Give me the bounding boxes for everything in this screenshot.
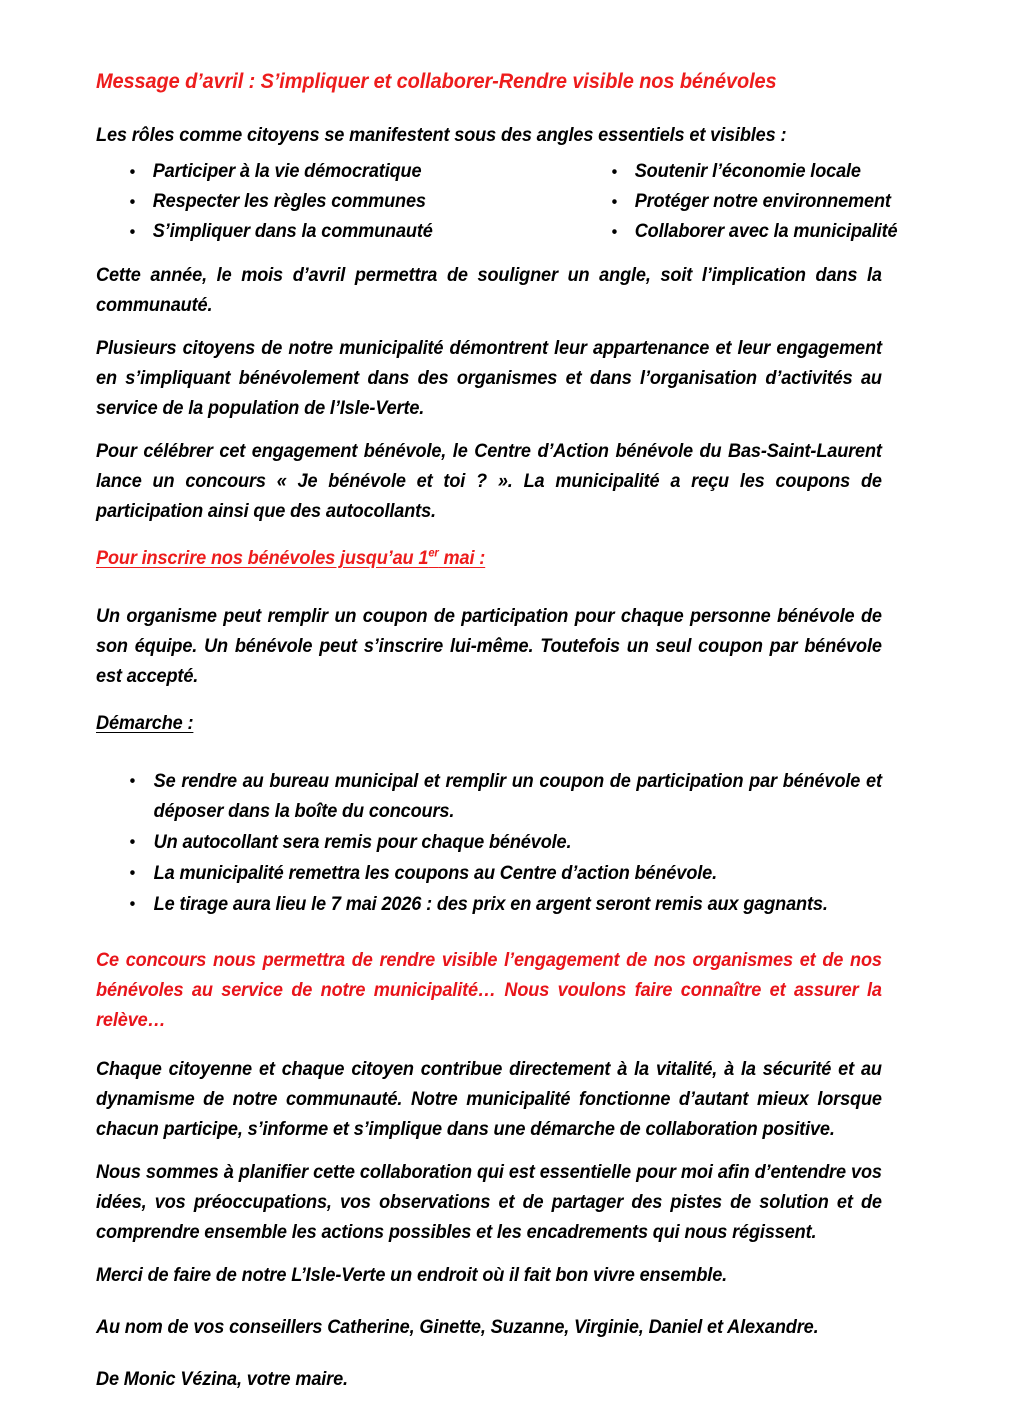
list-item — [96, 827, 882, 857]
list-item-label: • La municipalité remettra les coupons au Centre d’action bénévole. — [153, 862, 718, 884]
closing-signature: De Monic Vézina, votre maire. — [96, 1368, 348, 1390]
list-item-label: Protéger notre environnement — [634, 190, 891, 212]
document-body — [96, 68, 941, 1416]
paragraph-plusieurs-citoyens: Plusieurs citoyens de notre municipalité démontrent leur appartenance et leur engagement en s’impliquant bénévolement dans des organismes et dans l’organisation d’activités au service de la population de l’Isle-Verte. — [96, 337, 882, 419]
bullet-icon: • — [611, 162, 617, 181]
list-item-label: Respecter les règles communes — [152, 190, 426, 212]
list-item — [578, 186, 916, 216]
heading-demarche: Démarche : — [96, 712, 194, 734]
heading-inscrire-superscript: er — [428, 545, 439, 560]
heading-inscrire-suffix: mai : — [438, 547, 486, 569]
paragraph-pour-celebrer: Pour célébrer cet engagement bénévole, le Centre d’Action bénévole du Bas-Saint-Laurent lance un concours « Je bénévole et toi ? ». La municipalité a reçu les coupons de participation ainsi que des autocollants. — [96, 440, 882, 522]
bullet-icon: • — [129, 162, 135, 181]
bullet-icon: • — [129, 222, 135, 241]
bullet-icon: • — [129, 192, 135, 211]
paragraph-red-emphasis: Ce concours nous permettra de rendre visible l’engagement de nos organismes et de nos bénévoles au service de notre municipalité… Nous voulons faire connaître et assurer la relève… — [96, 949, 882, 1031]
paragraph-un-organisme: Un organisme peut remplir un coupon de participation pour chaque personne bénévole de son équipe. Un bénévole peut s’inscrire lui-même. Toutefois un seul coupon par bénévole est accepté. — [96, 605, 882, 687]
list-item-label: • Un autocollant sera remis pour chaque bénévole. — [153, 831, 572, 853]
list-item-label: Soutenir l’économie locale — [634, 160, 861, 182]
list-item-label: • Le tirage aura lieu le 7 mai 2026 : des prix en argent seront remis aux gagnants. — [153, 893, 828, 915]
list-item-label: Participer à la vie démocratique — [152, 160, 422, 182]
list-item-label: Collaborer avec la municipalité — [634, 220, 898, 242]
paragraph-nous-sommes: Nous sommes à planifier cette collaboration qui est essentielle pour moi afin d’entendre vos idées, vos préoccupations, vos observations et de partager des pistes de solution et de comprendre ensemble les actions possibles et les encadrements qui nous régissent. — [96, 1161, 882, 1243]
list-item-label: • Se rendre au bureau municipal et remplir un coupon de participation par bénévole et déposer dans la boîte du concours. — [153, 770, 882, 822]
closing-councillors: Au nom de vos conseillers Catherine, Ginette, Suzanne, Virginie, Daniel et Alexandre. — [96, 1316, 819, 1338]
list-item-label: S’impliquer dans la communauté — [152, 220, 433, 242]
heading-inscrire-prefix: Pour inscrire nos bénévoles jusqu’au 1 — [96, 547, 429, 569]
heading-demarche-wrapper — [96, 704, 941, 752]
list-item — [96, 858, 882, 888]
heading-inscrire-benevoles — [96, 543, 485, 573]
closing-block — [96, 1260, 882, 1394]
list-item — [96, 156, 544, 186]
demarche-bullet-list — [96, 766, 882, 919]
bullet-icon: • — [611, 222, 617, 241]
bullet-icon: • — [611, 192, 617, 211]
list-item — [578, 216, 916, 246]
heading-inscrire-wrapper — [96, 539, 941, 587]
lead-paragraph: Les rôles comme citoyens se manifestent sous des angles essentiels et visibles : — [96, 124, 787, 146]
list-item — [578, 156, 916, 186]
list-item — [96, 216, 544, 246]
page-title: Message d’avril : S’impliquer et collaborer-Rendre visible nos bénévoles — [96, 70, 777, 93]
paragraph-chaque-citoyenne: Chaque citoyenne et chaque citoyen contribue directement à la vitalité, à la sécurité et au dynamisme de notre communauté. Notre municipalité fonctionne d’autant mieux lorsque chacun participe, s’informe et s’implique dans une démarche de collaboration positive. — [96, 1058, 882, 1140]
list-item — [96, 186, 544, 216]
list-item — [96, 889, 882, 919]
paragraph-cette-annee: Cette année, le mois d’avril permettra de souligner un angle, soit l’implication dans la communauté. — [96, 264, 882, 316]
list-item — [96, 766, 882, 826]
roles-bullet-list — [96, 156, 941, 246]
closing-thanks: Merci de faire de notre L’Isle-Verte un endroit où il fait bon vivre ensemble. — [96, 1264, 728, 1286]
